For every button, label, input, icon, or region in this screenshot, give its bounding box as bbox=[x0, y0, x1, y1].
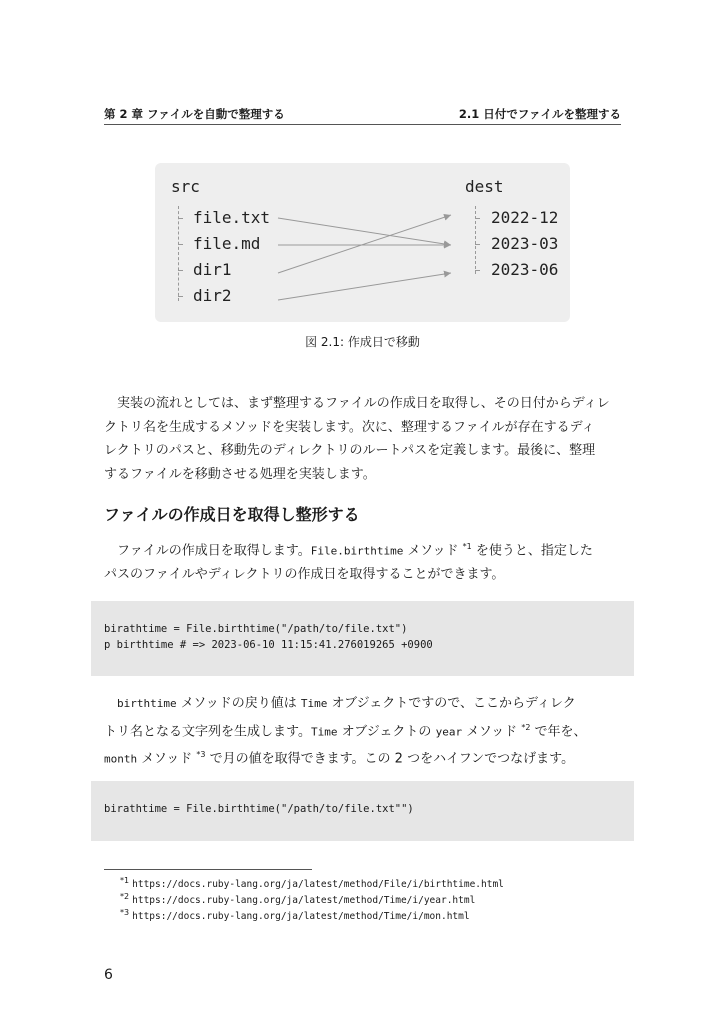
inline-code: year bbox=[435, 724, 463, 738]
text-line: 実装の流れとしては、まず整理するファイルの作成日を取得し、その日付からディレ bbox=[117, 396, 610, 411]
footnote-2 bbox=[120, 892, 475, 906]
code-block-2 bbox=[91, 781, 634, 841]
running-header bbox=[104, 106, 621, 125]
src-title: src bbox=[171, 177, 200, 196]
chapter-title: 第 2 章 ファイルを自動で整理する bbox=[104, 107, 285, 121]
paragraph-1 bbox=[104, 392, 626, 486]
text: オブジェクトですので、ここからディレク bbox=[327, 696, 576, 711]
subsection-heading: ファイルの作成日を取得し整形する bbox=[104, 505, 360, 524]
text: メソッド bbox=[462, 723, 522, 739]
footnote-rule bbox=[104, 869, 312, 870]
text: ファイルの作成日を取得します。 bbox=[117, 543, 311, 559]
footnote-3 bbox=[120, 908, 470, 922]
inline-code: Time bbox=[310, 724, 338, 738]
text-line bbox=[104, 716, 626, 744]
footnote-link[interactable]: https://docs.ruby-lang.org/ja/latest/method/Time/i/mon.html bbox=[132, 911, 470, 923]
src-item: file.md bbox=[193, 234, 261, 253]
footnote-1 bbox=[120, 876, 504, 890]
footnote-link[interactable]: https://docs.ruby-lang.org/ja/latest/method/Time/i/year.html bbox=[132, 895, 476, 907]
text: トリ名となる文字列を生成します。 bbox=[104, 723, 311, 739]
text: を使うと、指定した bbox=[471, 543, 593, 559]
section-title: 2.1 日付でファイルを整理する bbox=[458, 107, 621, 121]
paragraph-2 bbox=[104, 535, 626, 586]
footnote-mark: *1 bbox=[120, 876, 130, 885]
arrow-file-txt bbox=[278, 218, 451, 245]
text-line bbox=[104, 743, 626, 771]
footnote-ref[interactable]: *1 bbox=[462, 542, 472, 551]
footnote-mark: *2 bbox=[120, 892, 130, 901]
paragraph-3 bbox=[104, 692, 626, 771]
code-line: birathtime = File.birthtime("/path/to/file.txt") bbox=[104, 623, 408, 635]
src-item: dir1 bbox=[193, 260, 232, 279]
text-line: クトリ名を生成するメソッドを実装します。次に、整理するファイルが存在するディ bbox=[104, 419, 595, 435]
code-block-1 bbox=[91, 601, 634, 676]
inline-code: month bbox=[104, 752, 138, 766]
dest-title: dest bbox=[465, 177, 504, 196]
dest-item: 2023-06 bbox=[491, 260, 559, 279]
code-line: p birthtime # => 2023-06-10 11:15:41.276019265 +0900 bbox=[104, 639, 433, 651]
code-line: birathtime = File.birthtime("/path/to/file.txt"") bbox=[104, 803, 414, 815]
text: で月の値を取得できます。この 2 つをハイフンでつなげます。 bbox=[205, 751, 575, 767]
inline-code: birthtime bbox=[117, 697, 177, 710]
text: メソッド bbox=[403, 543, 463, 559]
footnote-link[interactable]: https://docs.ruby-lang.org/ja/latest/method/File/i/birthtime.html bbox=[132, 879, 504, 891]
footnote-ref[interactable]: *2 bbox=[521, 722, 531, 732]
text: メソッドの戻り値は bbox=[176, 696, 301, 711]
text-line bbox=[104, 692, 626, 716]
arrow-dir2 bbox=[278, 273, 451, 300]
inline-code: File.birthtime bbox=[310, 544, 404, 558]
footnote-mark: *3 bbox=[120, 908, 130, 917]
text-line bbox=[104, 535, 626, 563]
figure-caption: 図 2.1: 作成日で移動 bbox=[305, 335, 420, 349]
footnote-ref[interactable]: *3 bbox=[196, 750, 206, 760]
src-item: file.txt bbox=[193, 208, 271, 227]
src-item: dir2 bbox=[193, 286, 232, 305]
text-line: するファイルを移動させる処理を実装します。 bbox=[104, 466, 376, 482]
text: メソッド bbox=[137, 751, 197, 767]
text-line: レクトリのパスと、移動先のディレクトリのルートパスを定義します。最後に、整理 bbox=[104, 443, 596, 458]
page-number: 6 bbox=[104, 967, 113, 983]
dest-item: 2022-12 bbox=[491, 208, 559, 227]
text-line: パスのファイルやディレクトリの作成日を取得することができます。 bbox=[104, 566, 505, 582]
text: で年を、 bbox=[530, 723, 587, 739]
figure-diagram bbox=[155, 163, 570, 322]
arrow-dir1 bbox=[278, 215, 451, 273]
move-arrows bbox=[155, 163, 570, 322]
inline-code: Time bbox=[300, 697, 328, 710]
text: オブジェクトの bbox=[337, 723, 436, 739]
dest-item: 2023-03 bbox=[491, 234, 559, 253]
